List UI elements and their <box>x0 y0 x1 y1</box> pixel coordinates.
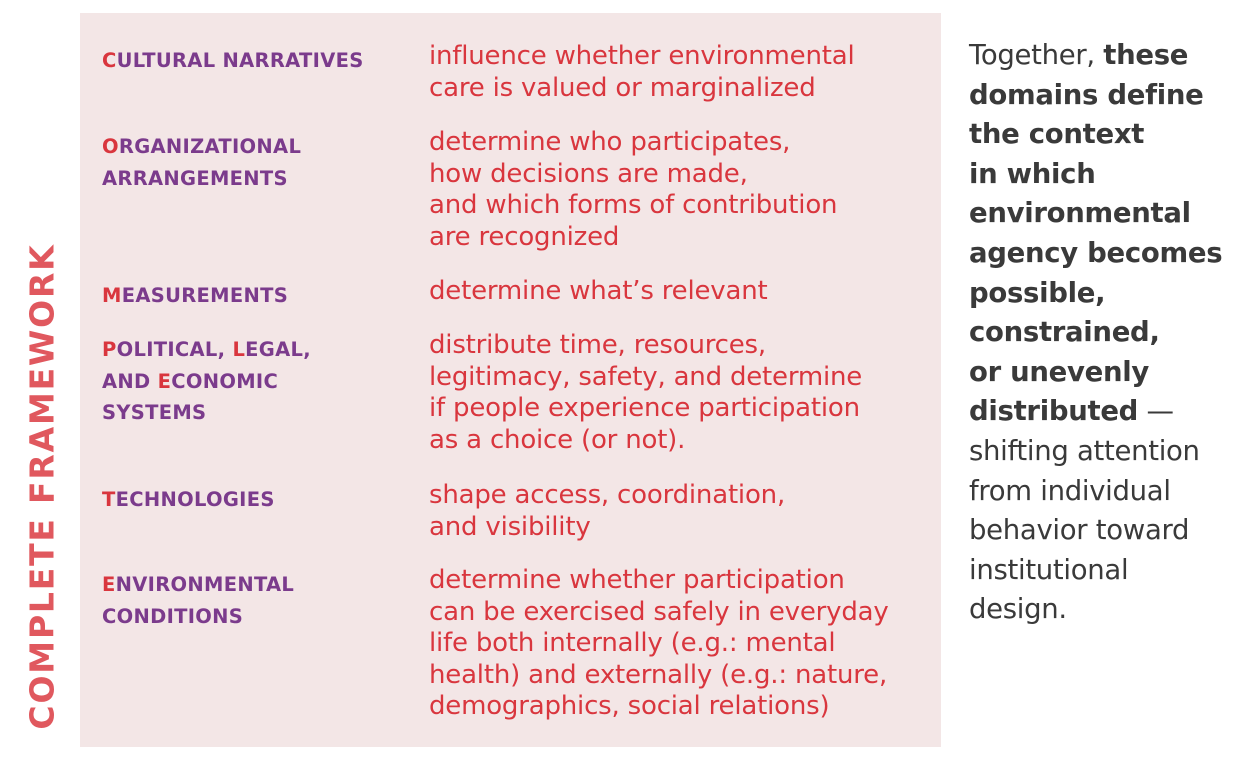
domain-label-line <box>102 163 402 195</box>
domain-label-line <box>102 397 402 429</box>
domain-description <box>429 41 929 104</box>
domain-label-text: NVIRONMENTAL <box>115 573 295 596</box>
domain-initial: L <box>232 338 246 361</box>
domain-description-line: distribute time, resources, <box>429 330 766 360</box>
domain-description-line: are recognized <box>429 221 620 252</box>
summary-emphasis: distributed <box>969 395 1139 428</box>
domain-label-text: RGANIZATIONAL <box>118 135 302 158</box>
summary-text: behavior toward <box>969 514 1190 547</box>
domain-description <box>429 565 929 723</box>
summary-line <box>969 590 1254 630</box>
domain-description-line: and visibility <box>429 511 591 542</box>
domain-description-line: determine what’s relevant <box>429 276 768 306</box>
domain-label-line <box>102 45 402 77</box>
domain-description-line: can be exercised safely in everyday <box>429 596 889 627</box>
domain-initial: M <box>102 284 122 307</box>
domain-label-text: CONDITIONS <box>102 604 244 628</box>
summary-emphasis: these <box>1103 39 1189 71</box>
domain-description-line: shape access, coordination, <box>429 480 786 510</box>
summary-line <box>969 115 1254 155</box>
summary-line <box>969 194 1254 234</box>
summary-line <box>969 392 1254 432</box>
domain-label-line <box>102 601 402 633</box>
domain-description-line: legitimacy, safety, and determine <box>429 361 863 392</box>
domain-description <box>429 127 929 253</box>
domain-initial: T <box>102 488 116 511</box>
summary-emphasis: environmental <box>969 197 1191 230</box>
domains-panel <box>80 13 941 747</box>
domain-label-line <box>102 280 402 312</box>
domain-label-text: EGAL, <box>245 338 311 361</box>
domain-label <box>102 484 402 516</box>
summary-emphasis: constrained, <box>969 316 1160 349</box>
domain-initial: P <box>102 338 117 361</box>
summary-line <box>969 313 1254 353</box>
summary-text: — <box>1138 395 1174 428</box>
domain-label-text: AND <box>102 369 158 393</box>
domain-label-line <box>102 569 402 601</box>
summary-text: Together, <box>969 39 1104 71</box>
summary-line <box>969 353 1254 393</box>
summary-text: institutional <box>969 553 1129 586</box>
domain-description-line: how decisions are made, <box>429 158 748 189</box>
summary-line <box>969 274 1254 314</box>
domain-description-line: as a choice (or not). <box>429 424 686 455</box>
summary-text: from individual <box>969 474 1171 507</box>
domain-description <box>429 480 929 543</box>
domain-label-text: CONOMIC <box>171 369 279 393</box>
summary-text: shifting attention <box>969 434 1200 467</box>
domain-label <box>102 131 402 194</box>
domain-initial: E <box>157 369 172 393</box>
summary-line <box>969 551 1254 591</box>
domain-label <box>102 569 402 632</box>
domain-label-line <box>102 484 402 516</box>
summary-line <box>969 36 1254 76</box>
domain-initial: C <box>102 49 117 72</box>
summary-emphasis: the context <box>969 118 1145 151</box>
summary-note <box>969 36 1254 630</box>
domain-description <box>429 276 929 308</box>
framework-title: COMPLETE FRAMEWORK <box>22 242 62 730</box>
domain-description-line: life both internally (e.g.: mental <box>429 628 836 659</box>
domain-description-line: determine who participates, <box>429 127 791 157</box>
domain-description-line: and which forms of contribution <box>429 190 838 221</box>
domain-description <box>429 330 929 456</box>
domain-label-text: EASUREMENTS <box>121 284 289 307</box>
domain-label-text: SYSTEMS <box>102 401 207 424</box>
framework-title-container <box>20 228 64 744</box>
domain-label-text: ARRANGEMENTS <box>102 166 288 190</box>
summary-emphasis: in which <box>969 157 1096 190</box>
summary-line <box>969 76 1254 116</box>
summary-line <box>969 472 1254 512</box>
domain-label-line <box>102 334 402 366</box>
domain-label-line <box>102 366 402 398</box>
summary-emphasis: possible, <box>969 276 1106 309</box>
domain-description-line: if people experience participation <box>429 393 860 424</box>
domain-label-line <box>102 131 402 163</box>
domain-initial: O <box>102 135 119 158</box>
domain-description-line: health) and externally (e.g.: nature, <box>429 659 888 690</box>
domain-label-text: ULTURAL NARRATIVES <box>116 49 364 72</box>
summary-line <box>969 155 1254 195</box>
domain-label-text: ECHNOLOGIES <box>115 488 275 511</box>
summary-line <box>969 511 1254 551</box>
domain-label <box>102 45 402 77</box>
domain-label <box>102 334 402 429</box>
domain-initial: E <box>102 573 116 596</box>
domain-description-line: care is valued or marginalized <box>429 72 816 103</box>
summary-line <box>969 432 1254 472</box>
summary-emphasis: or unevenly <box>969 355 1150 388</box>
summary-emphasis: agency becomes <box>969 236 1223 269</box>
domain-description-line: influence whether environmental <box>429 41 855 71</box>
domain-label-text: OLITICAL, <box>116 338 233 361</box>
domain-description-line: demographics, social relations) <box>429 691 830 722</box>
summary-emphasis: domains define <box>969 78 1204 111</box>
domain-description-line: determine whether participation <box>429 565 845 595</box>
summary-text: design. <box>969 593 1067 626</box>
domain-label <box>102 280 402 312</box>
summary-line <box>969 234 1254 274</box>
